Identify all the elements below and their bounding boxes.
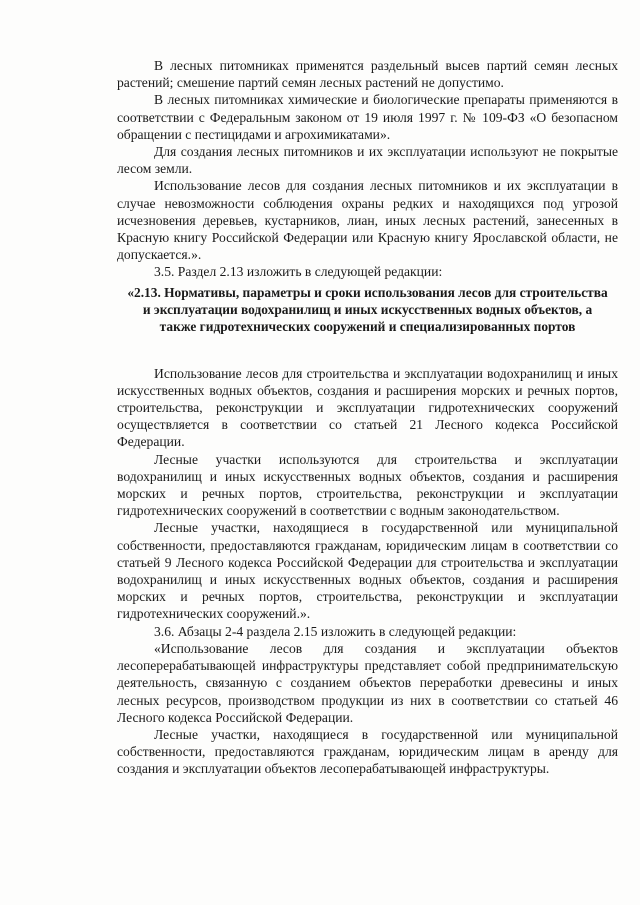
paragraph-wood-processing: «Использование лесов для создания и эксплуатации объектов лесоперерабатывающей инфраструктуры представляет собой предпринимательскую деятельность, связанную с созданием объектов переработки древесины и иных лесных ресурсов, производством продукции из них в соответствии со статьей 46 Лесного кодекса Российской Федерации. [117,640,618,725]
section-heading-2-13: «2.13. Нормативы, параметры и сроки использования лесов для строительства и эксплуатации водохранилищ и иных искусственных водных объектов, а также гидротехнических сооружений и специализированных портов [127,284,608,334]
paragraph-usage: Использование лесов для строительства и эксплуатации водохранилищ и иных искусственных водных объектов, создания и расширения морских и речных портов, строительства, реконструкции и эксплуатации гидротехнических сооружений осуществляется в соответствии со статьей 21 Лесного кодекса Российской Федерации. [117,365,618,450]
paragraph-plots-usage: Лесные участки используются для строительства и эксплуатации водохранилищ и иных искусственных водных объектов, создания и расширения морских и речных портов, строительства, реконструкции и эксплуатации гидротехнических сооружений в соответствии с водным законодательством. [117,451,618,519]
paragraph-item-3-5: 3.5. Раздел 2.13 изложить в следующей редакции: [154,264,443,280]
paragraph-lease: Лесные участки, находящиеся в государственной или муниципальной собственности, предоставляются гражданам, юридическим лицам в аренду для создания и эксплуатации объектов лесоперабатывающей инфраструктуры. [117,726,618,777]
paragraph-item-3-6: 3.6. Абзацы 2-4 раздела 2.15 изложить в следующей редакции: [154,623,517,639]
paragraph-plots-provision: Лесные участки, находящиеся в государственной или муниципальной собственности, предоставляются гражданам, юридическим лицам в соответствии со статьей 9 Лесного кодекса Российской Федерации для строительства и эксплуатации водохранилищ и иных искусственных водных объектов, создания и расширения морских и речных портов, строительства, реконструкции и эксплуатации гидротехнических сооружений.». [117,520,618,622]
paragraph-red-book: Использование лесов для создания лесных питомников и их эксплуатации в случае невозможности соблюдения охраны редких и находящихся под угрозой исчезновения деревьев, кустарников, лиан, иных лесных растений, занесенных в Красную книгу Российской Федерации или Красную книгу Ярославской области, не допускается.». [117,178,618,263]
paragraph-seed-sowing: В лесных питомниках применятся раздельный высев партий семян лесных растений; смешение партий семян лесных растений не допустимо. [117,58,618,91]
paragraph-chemicals: В лесных питомниках химические и биологические препараты применяются в соответствии с Федеральным законом от 19 июля 1997 г. № 109-ФЗ «О безопасном обращении с пестицидами и агрохимикатами». [117,92,618,142]
paragraph-lands: Для создания лесных питомников и их эксплуатации используют не покрытые лесом земли. [117,144,618,177]
section-spacer [117,335,618,365]
